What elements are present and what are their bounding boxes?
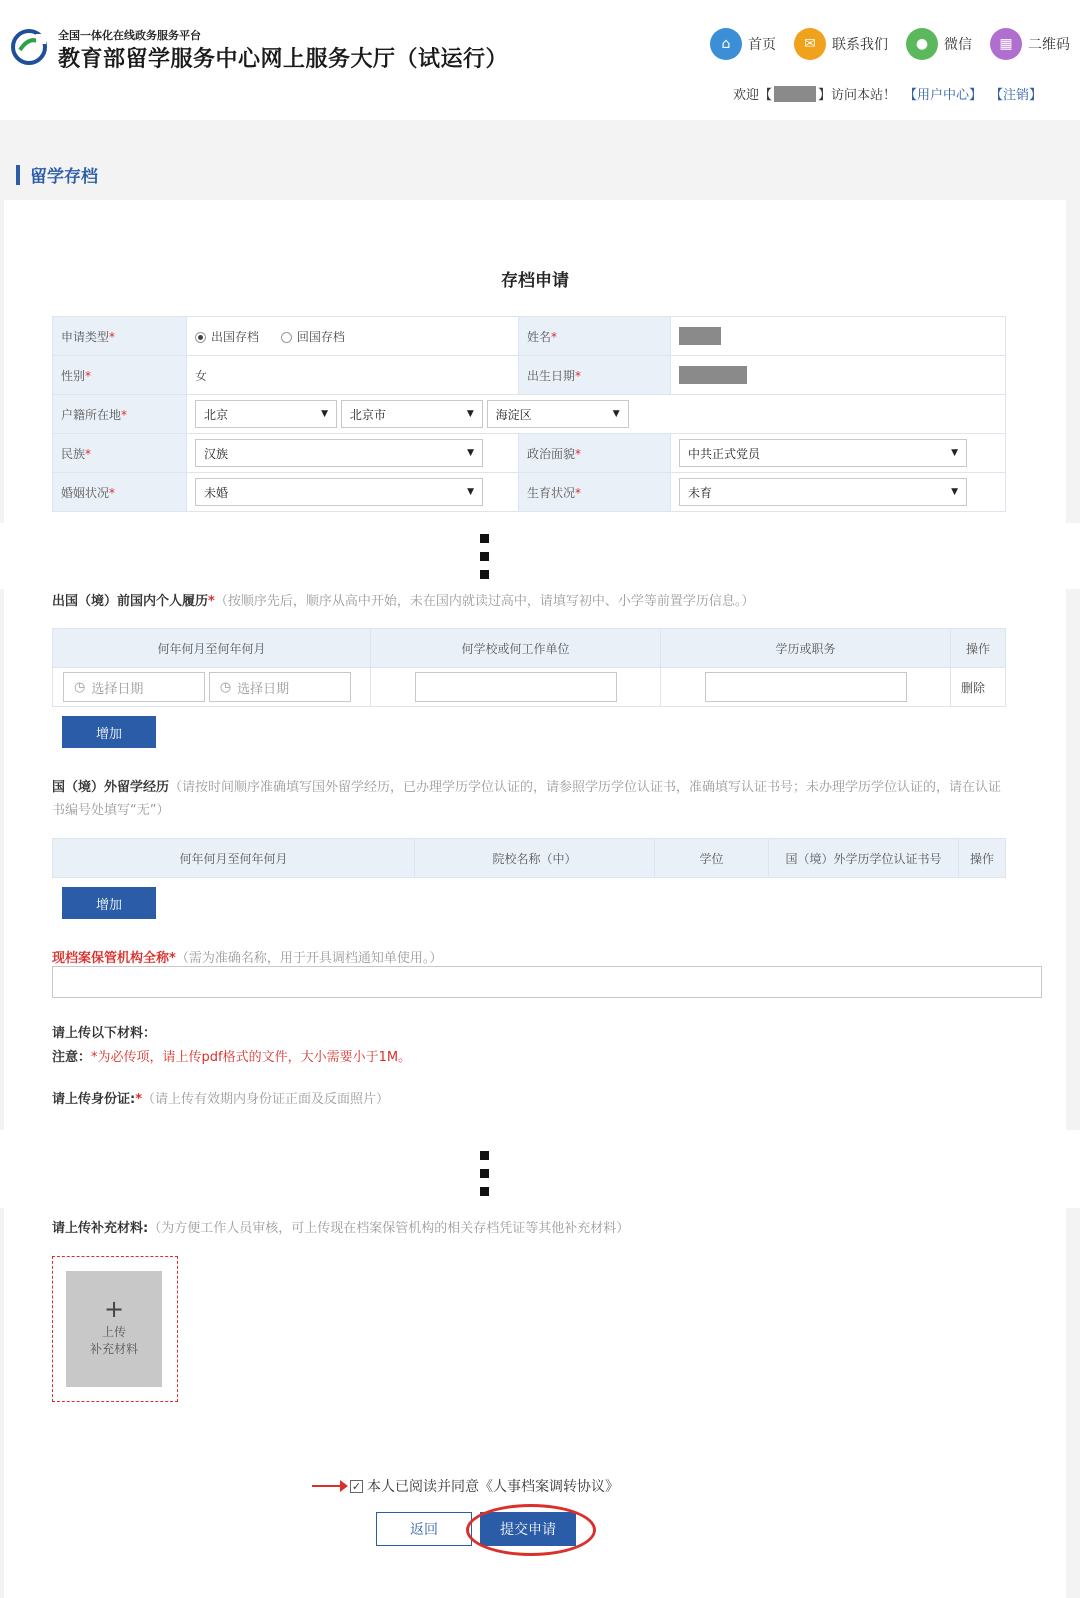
col-degree: 学历或职务 xyxy=(661,629,951,668)
nav-wechat-label: 微信 xyxy=(944,37,972,53)
nav-wechat[interactable] xyxy=(906,28,972,60)
top-nav xyxy=(710,28,1070,60)
add-domestic-button[interactable]: 增加 xyxy=(62,716,156,748)
politics-label: 政治面貌* xyxy=(519,434,671,473)
marital-label: 婚姻状况* xyxy=(53,473,187,512)
table-row xyxy=(53,395,1006,434)
period-cell xyxy=(53,668,371,707)
col-action: 操作 xyxy=(959,839,1006,878)
fertility-cell xyxy=(671,473,1006,512)
section-title-bar xyxy=(16,165,20,185)
nation-select[interactable]: 汉族 ▼ xyxy=(195,439,483,467)
degree-cell xyxy=(661,668,951,707)
birth-value xyxy=(671,356,1006,395)
school-input[interactable] xyxy=(415,672,617,702)
abroad-history-table xyxy=(52,838,1006,878)
col-school: 何学校或何工作单位 xyxy=(371,629,661,668)
upload-title: 请上传以下材料： xyxy=(52,1026,157,1041)
degree-input[interactable] xyxy=(705,672,907,702)
gender-label: 性别* xyxy=(53,356,187,395)
back-button[interactable]: 返回 xyxy=(376,1512,472,1546)
mail-icon: ✉ xyxy=(794,28,826,60)
col-degree: 学位 xyxy=(655,839,769,878)
col-period: 何年何月至何年何月 xyxy=(53,629,371,668)
masked-username xyxy=(774,86,816,102)
archive-org-title: 现档案保管机构全称*（需为准确名称，用于开具调档通知单使用。） xyxy=(52,951,443,966)
name-label: 姓名* xyxy=(519,317,671,356)
table-row xyxy=(53,356,1006,395)
hukou-province-select[interactable]: 北京 ▼ xyxy=(195,400,337,428)
nav-home[interactable] xyxy=(710,28,776,60)
basic-info-table xyxy=(52,316,1006,512)
home-icon: ⌂ xyxy=(710,28,742,60)
qrcode-icon: ▦ xyxy=(990,28,1022,60)
welcome-suffix: 】访问本站！ xyxy=(817,88,896,103)
platform-title: 教育部留学服务中心网上服务大厅（试运行） xyxy=(58,47,509,72)
nav-qrcode-label: 二维码 xyxy=(1028,37,1070,53)
supp-upload-label-2: 补充材料 xyxy=(89,1342,138,1356)
wechat-icon: ● xyxy=(906,28,938,60)
gender-value: 女 xyxy=(187,356,519,395)
red-arrow-icon xyxy=(312,1485,342,1487)
marital-cell xyxy=(187,473,519,512)
fertility-select[interactable]: 未育 ▼ xyxy=(679,478,967,506)
abroad-history-title: 国（境）外留学经历（请按时间顺序准确填写国外留学经历，已办理学历学位认证的，请参照学历学位认证书，准确填写认证书号；未办理学历学位认证的，请在认证书编号处填写“无”） xyxy=(52,780,1002,818)
submit-button[interactable]: 提交申请 xyxy=(480,1512,576,1546)
form-title: 存档申请 xyxy=(501,271,569,291)
content-cut xyxy=(0,523,1080,589)
col-period: 何年何月至何年何月 xyxy=(53,839,415,878)
supp-upload-title: 请上传补充材料:（为方便工作人员审核，可上传现在档案保管机构的相关存档凭证等其他补充材料） xyxy=(52,1221,630,1236)
content-cut xyxy=(0,1130,1080,1208)
user-center-link[interactable]: 【用户中心】 xyxy=(903,88,982,103)
table-header-row xyxy=(53,629,1006,668)
end-date-input[interactable]: ◷ 选择日期 xyxy=(209,672,351,702)
supp-upload-label-1: 上传 xyxy=(101,1325,126,1339)
radio-outbound[interactable]: 出国存档 xyxy=(195,330,259,344)
hukou-label: 户籍所在地* xyxy=(53,395,187,434)
supp-upload-button[interactable] xyxy=(66,1271,162,1387)
table-row xyxy=(53,317,1006,356)
school-cell xyxy=(371,668,661,707)
hukou-district-select[interactable]: 海淀区 ▼ xyxy=(487,400,629,428)
delete-link[interactable]: 删除 xyxy=(951,668,1006,707)
agreement-checkbox[interactable]: ✓ xyxy=(351,1479,362,1493)
col-cert-no: 国（境）外学历学位认证书号 xyxy=(769,839,959,878)
hukou-selects xyxy=(187,395,1006,434)
nation-label: 民族* xyxy=(53,434,187,473)
table-row xyxy=(53,473,1006,512)
type-radios xyxy=(187,317,519,356)
table-row xyxy=(53,668,1006,707)
start-date-input[interactable]: ◷ 选择日期 xyxy=(63,672,205,702)
birth-label: 出生日期* xyxy=(519,356,671,395)
type-label: 申请类型* xyxy=(53,317,187,356)
radio-return[interactable]: 回国存档 xyxy=(281,330,345,344)
nav-contact[interactable] xyxy=(794,28,888,60)
clock-icon: ◷ xyxy=(74,679,86,695)
nation-cell xyxy=(187,434,519,473)
plus-icon: + xyxy=(103,1295,125,1323)
add-abroad-button[interactable]: 增加 xyxy=(62,887,156,919)
platform-subtitle: 全国一体化在线政务服务平台 xyxy=(58,29,201,42)
fertility-label: 生育状况* xyxy=(519,473,671,512)
name-value xyxy=(671,317,1006,356)
politics-select[interactable]: 中共正式党员 ▼ xyxy=(679,439,967,467)
site-logo-icon xyxy=(10,28,48,66)
hukou-city-select[interactable]: 北京市 ▼ xyxy=(341,400,483,428)
col-school-name: 院校名称（中） xyxy=(415,839,655,878)
site-header xyxy=(0,0,1080,120)
nav-contact-label: 联系我们 xyxy=(832,37,888,53)
agreement-row xyxy=(312,1476,619,1496)
marital-select[interactable]: 未婚 ▼ xyxy=(195,478,483,506)
table-row xyxy=(53,434,1006,473)
col-action: 操作 xyxy=(951,629,1006,668)
domestic-history-table xyxy=(52,628,1006,707)
ellipsis-dots xyxy=(480,1151,490,1205)
nav-home-label: 首页 xyxy=(748,37,776,53)
welcome-bar xyxy=(733,84,1042,103)
id-upload-title: 请上传身份证:*（请上传有效期内身份证正面及反面照片） xyxy=(52,1092,390,1107)
upload-note: 注意：*为必传项，请上传pdf格式的文件，大小需要小于1M。 xyxy=(52,1050,412,1065)
section-title xyxy=(16,162,98,187)
highlight-circle xyxy=(466,1504,596,1556)
archive-org-input[interactable] xyxy=(52,966,1042,998)
logout-link[interactable]: 【注销】 xyxy=(989,88,1042,103)
agreement-text[interactable]: 本人已阅读并同意《人事档案调转协议》 xyxy=(367,1479,619,1495)
domestic-history-title: 出国（境）前国内个人履历*（按顺序先后，顺序从高中开始，未在国内就读过高中，请填写初中、小学等前置学历信息。） xyxy=(52,594,755,609)
clock-icon: ◷ xyxy=(219,679,232,695)
ellipsis-dots xyxy=(480,534,490,588)
nav-qrcode[interactable] xyxy=(990,28,1070,60)
supp-upload-dropzone[interactable] xyxy=(52,1256,178,1402)
welcome-prefix: 欢迎【 xyxy=(732,88,772,103)
section-title-text: 留学存档 xyxy=(30,167,98,187)
table-header-row xyxy=(53,839,1006,878)
politics-cell xyxy=(671,434,1006,473)
